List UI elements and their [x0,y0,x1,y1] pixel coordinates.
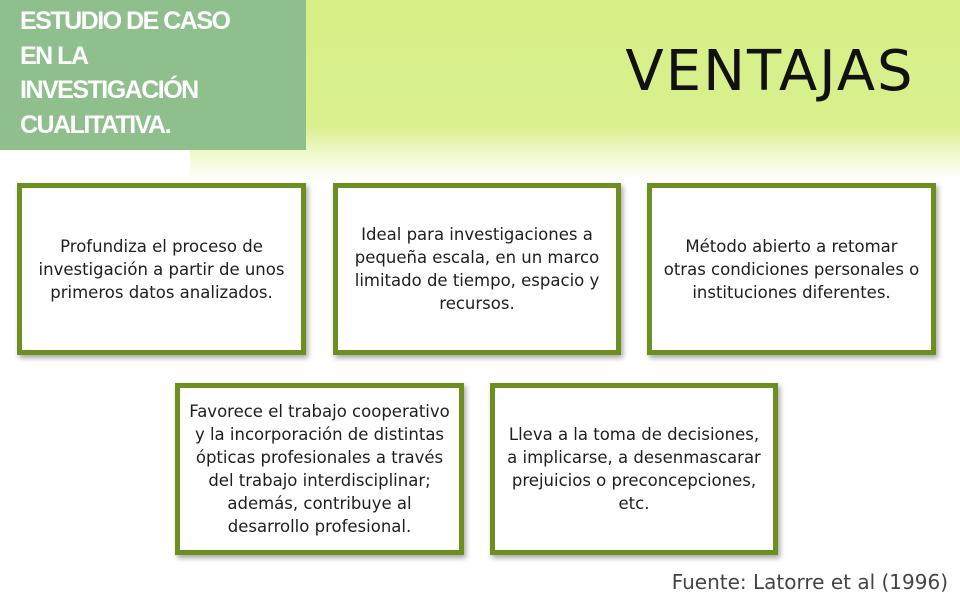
slide-subtitle [20,4,300,142]
advantage-text: Ideal para investigaciones a pequeña escala, en un marco limitado de tiempo, espacio y recursos. [354,225,600,313]
page-title: VENTAJAS [625,39,915,104]
advantage-card [333,183,621,355]
subtitle-line: EN LA [20,41,88,70]
subtitle-line: INVESTIGACIÓN [20,76,198,104]
subtitle-line: ESTUDIO DE CASO [20,7,230,35]
title-panel [0,0,306,150]
advantage-text: Método abierto a retomar otras condiciones personales o instituciones diferentes. [663,236,920,302]
advantage-text: Lleva a la toma de decisiones, a implicarse, a desenmascarar prejuicios o preconcepciones, etc. [507,425,761,513]
advantage-text: Favorece el trabajo cooperativo y la incorporación de distintas ópticas profesionales a través del trabajo interdisciplinar; además, contribuye al desarrollo profesional. [189,402,450,536]
advantage-card [490,383,778,555]
subtitle-line: CUALITATIVA. [20,110,171,139]
source-citation: Fuente: Latorre et al (1996) [671,570,948,594]
advantage-card [17,183,306,355]
advantage-card [647,183,936,355]
advantage-card [175,383,464,555]
advantage-text: Profundiza el proceso de investigación a partir de unos primeros datos analizados. [38,236,285,302]
